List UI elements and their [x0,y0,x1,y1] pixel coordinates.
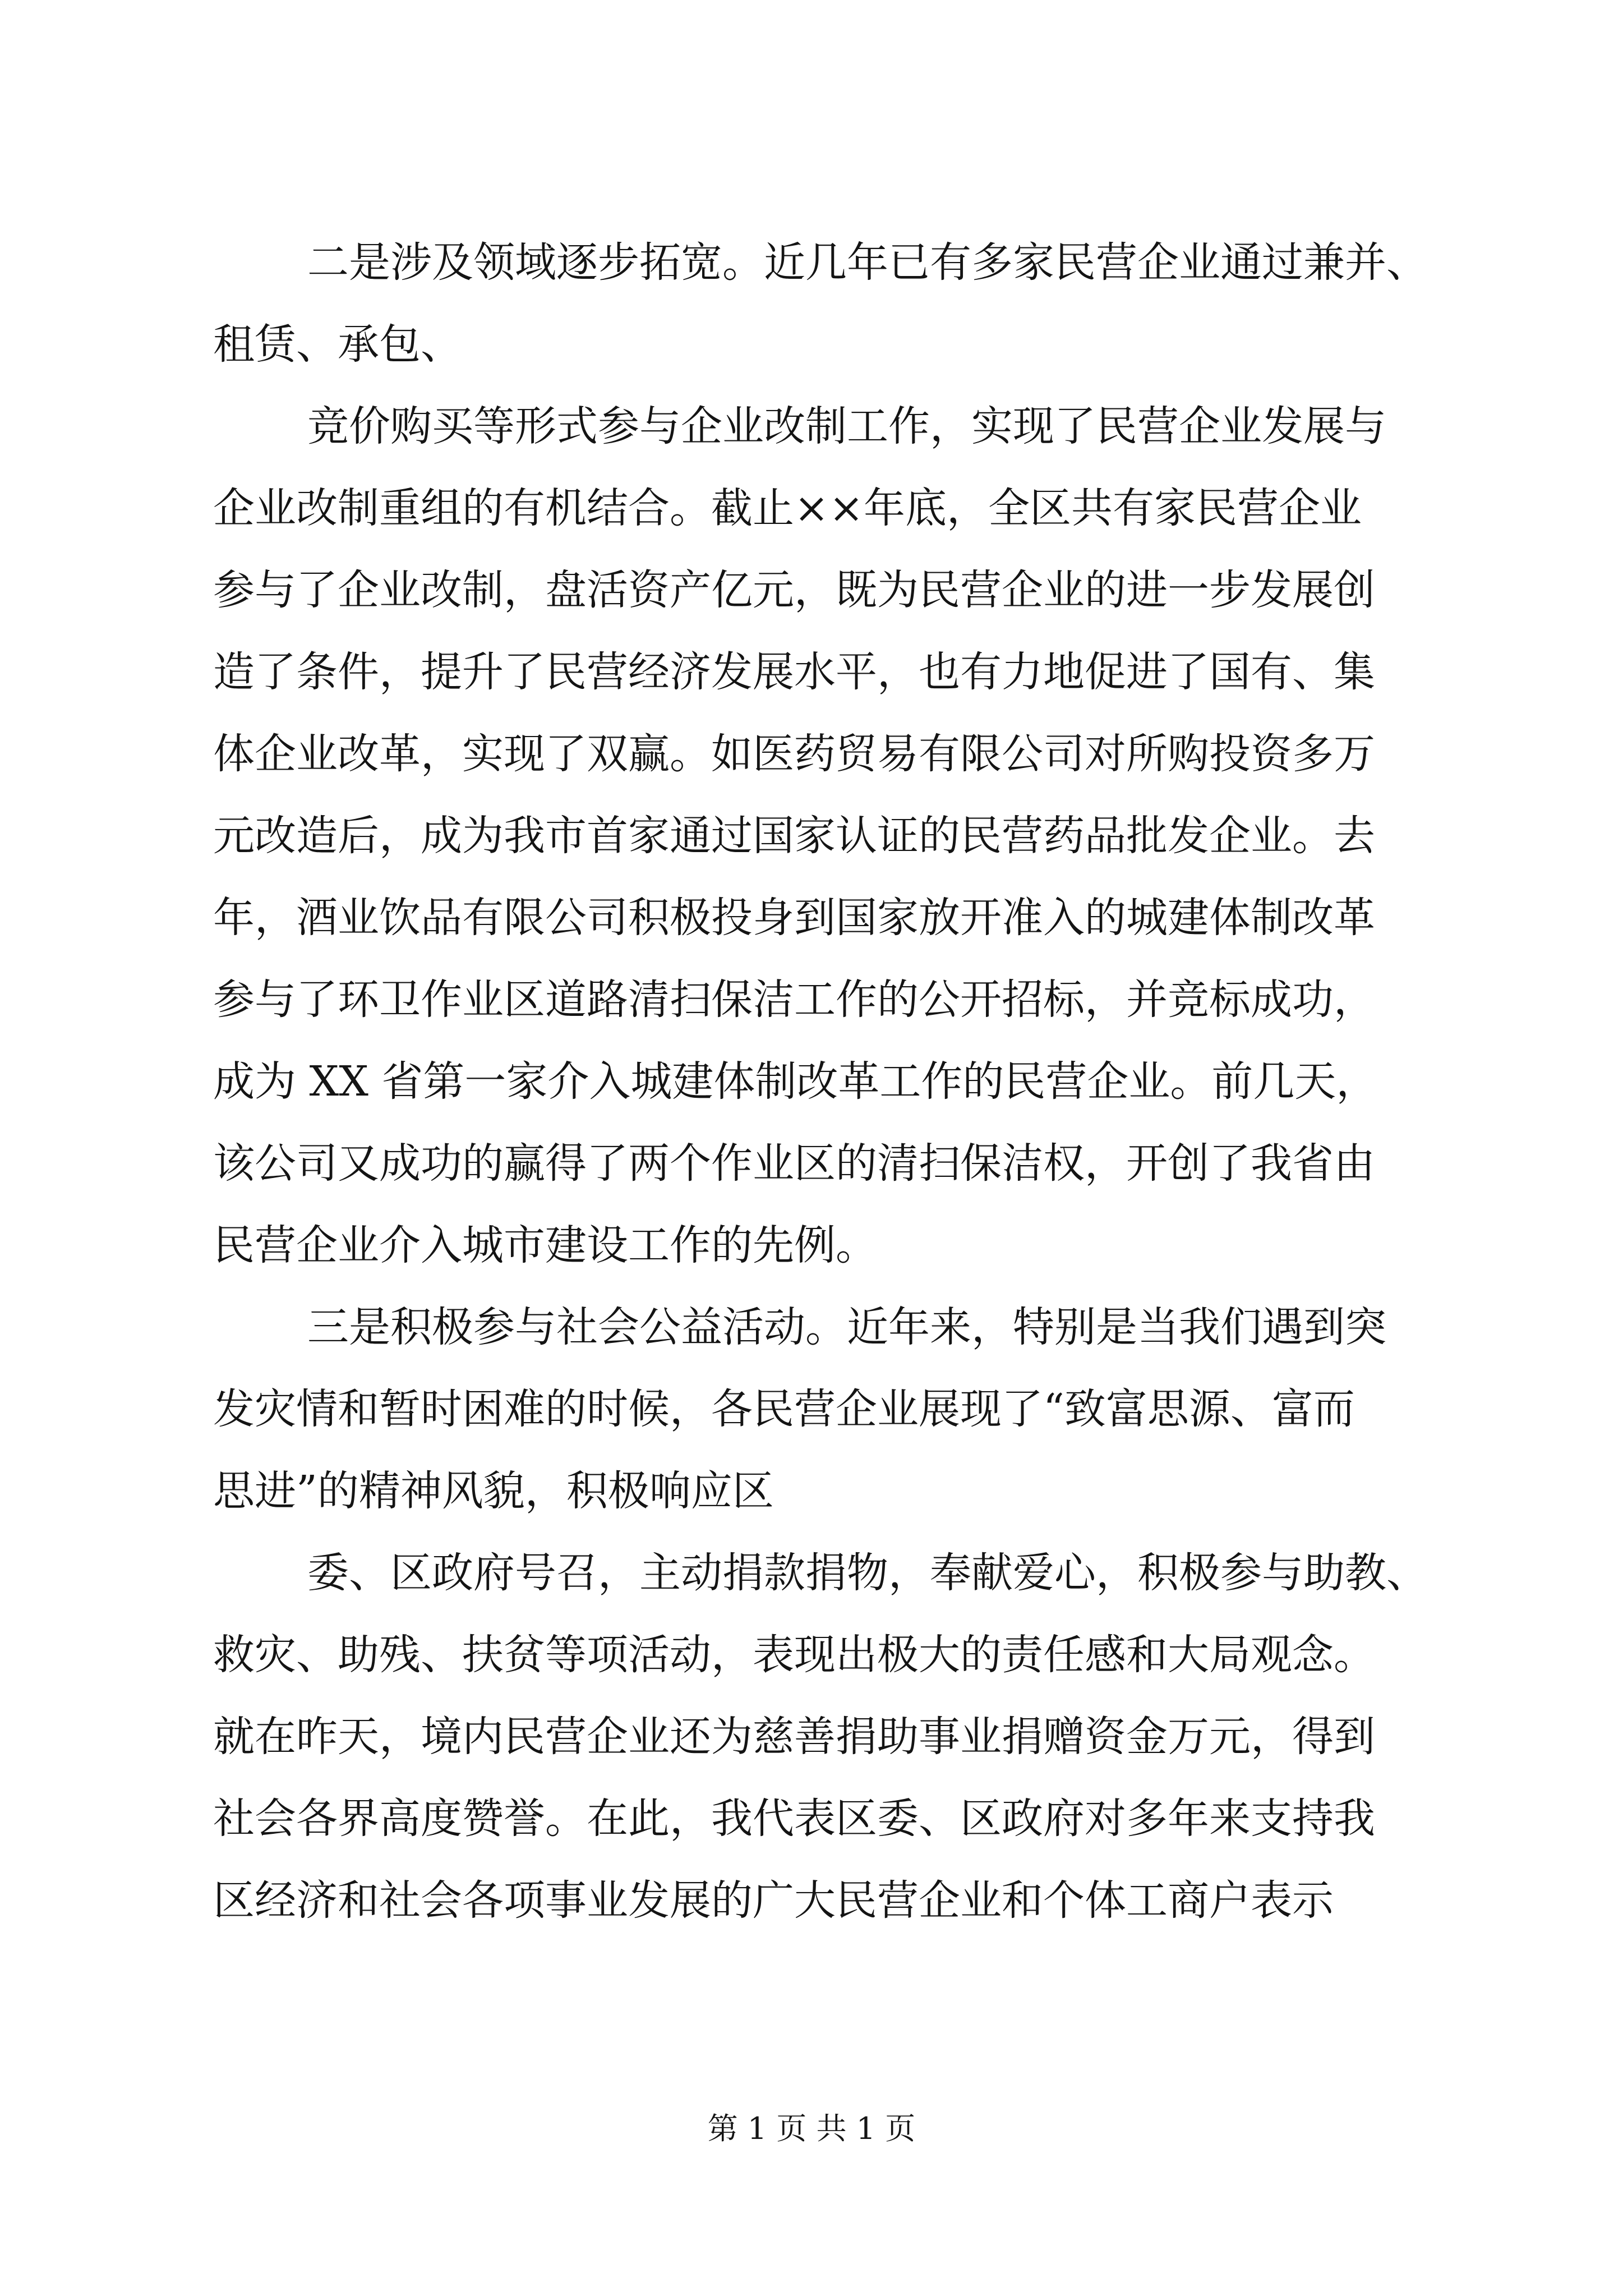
paragraph-line: 造了条件，提升了民营经济发展水平，也有力地促进了国有、集 [213,648,1375,696]
paragraph-line: 思进”的精神风貌，积极响应区 [213,1467,774,1515]
paragraph-line: 年，酒业饮品有限公司积极投身到国家放开准入的城建体制改革 [213,894,1375,942]
paragraph-line: 救灾、助残、扶贫等项活动，表现出极大的责任感和大局观念。 [213,1631,1375,1679]
paragraph-line: 参与了企业改制，盘活资产亿元，既为民营企业的进一步发展创 [213,566,1375,614]
paragraph-line: 民营企业介入城市建设工作的先例。 [213,1221,877,1269]
paragraph-line: 区经济和社会各项事业发展的广大民营企业和个体工商户表示 [213,1876,1334,1925]
paragraph-line: 参与了环卫作业区道路清扫保洁工作的公开招标，并竞标成功， [213,976,1375,1024]
paragraph-line: 二是涉及领域逐步拓宽。近几年已有多家民营企业通过兼并、 [307,238,1428,287]
paragraph-line: 该公司又成功的赢得了两个作业区的清扫保洁权，开创了我省由 [213,1139,1375,1188]
paragraph-line: 社会各界高度赞誉。在此，我代表区委、区政府对多年来支持我 [213,1795,1375,1843]
paragraph-line: 租赁、承包、 [213,320,462,369]
paragraph-line: 元改造后，成为我市首家通过国家认证的民营药品批发企业。去 [213,812,1375,860]
paragraph-line: 三是积极参与社会公益活动。近年来，特别是当我们遇到突 [307,1303,1386,1351]
document-body [213,222,1430,1941]
paragraph-line: 发灾情和暂时困难的时候，各民营企业展现了“致富思源、富而 [213,1385,1355,1433]
paragraph-line: 委、区政府号召，主动捐款捐物，奉献爱心，积极参与助教、 [307,1549,1428,1597]
paragraph-line: 就在昨天，境内民营企业还为慈善捐助事业捐赠资金万元，得到 [213,1713,1375,1761]
paragraph-line: 体企业改革，实现了双赢。如医药贸易有限公司对所购投资多万 [213,730,1375,778]
paragraph-line: 企业改制重组的有机结合。截止××年底，全区共有家民营企业 [213,484,1362,532]
paragraph-line: 竞价购买等形式参与企业改制工作，实现了民营企业发展与 [307,402,1386,450]
paragraph-line: 成为 XX 省第一家介入城建体制改革工作的民营企业。前几天， [213,1057,1378,1106]
page-number-footer: 第 1 页 共 1 页 [707,2111,916,2146]
